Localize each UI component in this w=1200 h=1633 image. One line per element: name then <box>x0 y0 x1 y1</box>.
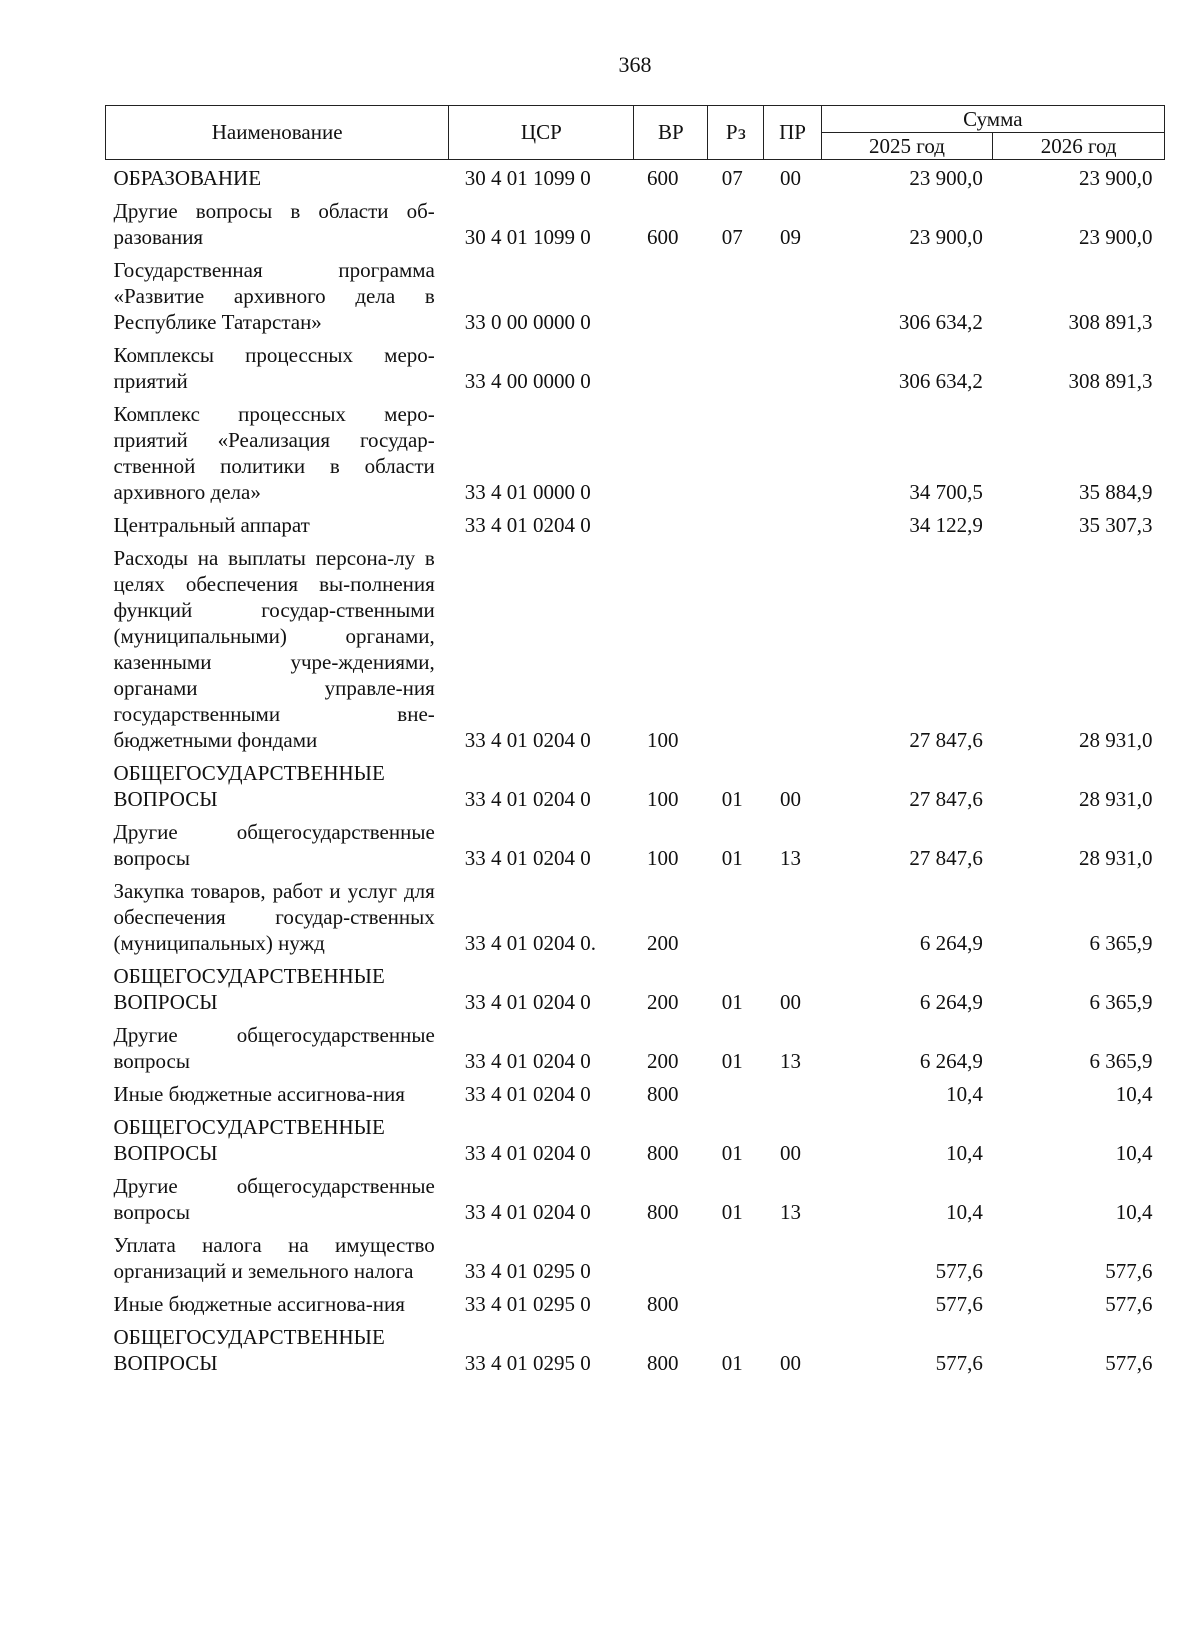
row-csr: 33 4 01 0204 0 <box>464 1049 591 1073</box>
row-csr: 33 4 01 0295 0 <box>464 1259 591 1283</box>
row-pr <box>764 1286 821 1319</box>
row-vr: 800 <box>646 1141 679 1165</box>
row-sum-2025: 577,6 <box>935 1259 983 1283</box>
row-name: ОБЩЕГОСУДАРСТВЕННЫЕ ВОПРОСЫ <box>113 964 385 1014</box>
row-vr: 100 <box>646 787 679 811</box>
row-name: Закупка товаров, работ и услуг для обеспечения государ-ственных (муниципальных) нужд <box>113 879 435 955</box>
row-rz: 01 <box>721 787 743 811</box>
row-pr: 00 <box>779 166 801 190</box>
row-csr: 33 4 01 0204 0 <box>464 990 591 1014</box>
row-sum-2025: 577,6 <box>935 1351 983 1375</box>
row-name: Иные бюджетные ассигнова-ния <box>113 1082 405 1106</box>
row-vr: 200 <box>646 1049 679 1073</box>
header-name: Наименование <box>106 106 449 160</box>
table-row <box>106 1319 1165 1378</box>
row-sum-2025: 27 847,6 <box>909 728 983 752</box>
table-row <box>106 1076 1165 1109</box>
row-pr: 13 <box>779 846 801 870</box>
row-name: Другие общегосударственные вопросы <box>113 820 435 870</box>
row-sum-2026: 35 884,9 <box>1079 480 1153 504</box>
row-csr: 33 4 01 0295 0 <box>464 1351 591 1375</box>
row-csr: 30 4 01 1099 0 <box>464 225 591 249</box>
row-sum-2026: 28 931,0 <box>1079 846 1153 870</box>
row-sum-2025: 27 847,6 <box>909 787 983 811</box>
row-sum-2026: 6 365,9 <box>1089 990 1153 1014</box>
table-row <box>106 1227 1165 1286</box>
table-row <box>106 958 1165 1017</box>
row-sum-2026: 6 365,9 <box>1089 931 1153 955</box>
row-rz <box>708 1227 764 1286</box>
row-rz: 01 <box>721 990 743 1014</box>
row-sum-2025: 23 900,0 <box>909 225 983 249</box>
row-csr: 33 4 01 0204 0 <box>464 787 591 811</box>
row-rz: 01 <box>721 1141 743 1165</box>
row-name: Другие общегосударственные вопросы <box>113 1023 435 1073</box>
header-csr: ЦСР <box>449 106 634 160</box>
row-pr <box>764 252 821 337</box>
row-pr <box>764 540 821 755</box>
table-row <box>106 1017 1165 1076</box>
row-name: Комплекс процессных меро-приятий «Реализация государ-ственной политики в области архивного дела» <box>113 402 435 504</box>
table-row <box>106 193 1165 252</box>
row-sum-2025: 306 634,2 <box>898 369 983 393</box>
row-pr <box>764 873 821 958</box>
budget-table-container <box>105 105 1165 1378</box>
row-sum-2026: 23 900,0 <box>1079 166 1153 190</box>
row-name: Расходы на выплаты персона-лу в целях обеспечения вы-полнения функций государ-ственными (муниципальными) органами, казенными учре-ждениями, органами управле-ния государственными вне-бюджетными фондами <box>113 546 435 752</box>
row-rz: 01 <box>721 1049 743 1073</box>
row-vr: 600 <box>646 225 679 249</box>
table-row <box>106 755 1165 814</box>
table-row <box>106 507 1165 540</box>
row-sum-2026: 23 900,0 <box>1079 225 1153 249</box>
row-sum-2026: 6 365,9 <box>1089 1049 1153 1073</box>
row-name: ОБЩЕГОСУДАРСТВЕННЫЕ ВОПРОСЫ <box>113 1115 385 1165</box>
table-row <box>106 337 1165 396</box>
table-row <box>106 160 1165 194</box>
row-pr: 13 <box>779 1049 801 1073</box>
row-rz <box>708 873 764 958</box>
row-rz <box>708 396 764 507</box>
row-rz: 01 <box>721 1351 743 1375</box>
table-row <box>106 252 1165 337</box>
row-pr: 00 <box>779 1141 801 1165</box>
row-csr: 33 4 01 0204 0 <box>464 1082 591 1106</box>
table-row <box>106 873 1165 958</box>
row-pr: 00 <box>779 990 801 1014</box>
row-sum-2025: 306 634,2 <box>898 310 983 334</box>
row-vr: 600 <box>646 166 679 190</box>
row-name: Другие вопросы в области об-разования <box>113 199 435 249</box>
row-pr: 00 <box>779 787 801 811</box>
budget-table <box>105 105 1165 1378</box>
row-sum-2025: 34 700,5 <box>909 480 983 504</box>
table-row <box>106 1109 1165 1168</box>
row-rz <box>708 337 764 396</box>
row-name: Комплексы процессных меро-приятий <box>113 343 435 393</box>
row-rz <box>708 1286 764 1319</box>
header-rz: Рз <box>708 106 764 160</box>
row-sum-2025: 6 264,9 <box>919 990 983 1014</box>
row-sum-2026: 577,6 <box>1105 1292 1153 1316</box>
row-csr: 33 0 00 0000 0 <box>464 310 591 334</box>
row-vr: 200 <box>646 990 679 1014</box>
header-sum: Сумма <box>821 106 1164 133</box>
row-name: Иные бюджетные ассигнова-ния <box>113 1292 405 1316</box>
row-csr: 33 4 01 0295 0 <box>464 1292 591 1316</box>
row-rz <box>708 540 764 755</box>
row-vr <box>634 252 708 337</box>
row-csr: 33 4 01 0204 0 <box>464 1200 591 1224</box>
header-pr: ПР <box>764 106 821 160</box>
row-pr <box>764 396 821 507</box>
row-sum-2025: 577,6 <box>935 1292 983 1316</box>
row-sum-2026: 10,4 <box>1115 1082 1153 1106</box>
row-sum-2025: 6 264,9 <box>919 931 983 955</box>
row-name: ОБЩЕГОСУДАРСТВЕННЫЕ ВОПРОСЫ <box>113 761 385 811</box>
row-vr: 800 <box>646 1200 679 1224</box>
row-pr: 09 <box>779 225 801 249</box>
row-pr <box>764 337 821 396</box>
row-vr: 800 <box>646 1351 679 1375</box>
table-body <box>106 160 1165 1379</box>
row-sum-2026: 35 307,3 <box>1079 513 1153 537</box>
row-rz <box>708 507 764 540</box>
row-pr <box>764 1227 821 1286</box>
row-csr: 33 4 01 0204 0 <box>464 728 591 752</box>
row-vr <box>634 507 708 540</box>
row-sum-2026: 10,4 <box>1115 1200 1153 1224</box>
row-sum-2025: 6 264,9 <box>919 1049 983 1073</box>
row-sum-2025: 34 122,9 <box>909 513 983 537</box>
row-sum-2026: 28 931,0 <box>1079 728 1153 752</box>
row-csr: 33 4 01 0204 0 <box>464 1141 591 1165</box>
table-row <box>106 1286 1165 1319</box>
row-name: ОБЩЕГОСУДАРСТВЕННЫЕ ВОПРОСЫ <box>113 1325 385 1375</box>
table-row <box>106 1168 1165 1227</box>
row-vr: 100 <box>646 846 679 870</box>
row-rz: 07 <box>721 225 743 249</box>
row-vr <box>634 1227 708 1286</box>
header-year-2025: 2025 год <box>821 133 993 160</box>
row-vr: 800 <box>646 1082 679 1106</box>
row-name: Центральный аппарат <box>113 513 310 537</box>
row-sum-2026: 308 891,3 <box>1068 310 1153 334</box>
row-sum-2026: 577,6 <box>1105 1351 1153 1375</box>
row-name: ОБРАЗОВАНИЕ <box>113 166 262 190</box>
row-sum-2025: 10,4 <box>946 1200 983 1224</box>
row-rz: 01 <box>721 1200 743 1224</box>
row-sum-2026: 28 931,0 <box>1079 787 1153 811</box>
row-pr <box>764 507 821 540</box>
row-vr: 100 <box>646 728 679 752</box>
row-csr: 33 4 01 0204 0. <box>464 931 597 955</box>
row-pr <box>764 1076 821 1109</box>
row-name: Государственная программа «Развитие архивного дела в Республике Татарстан» <box>113 258 435 334</box>
row-sum-2026: 577,6 <box>1105 1259 1153 1283</box>
row-vr <box>634 396 708 507</box>
row-rz <box>708 252 764 337</box>
row-name: Уплата налога на имущество организаций и земельного налога <box>113 1233 435 1283</box>
table-row <box>106 396 1165 507</box>
row-csr: 33 4 01 0204 0 <box>464 846 591 870</box>
row-vr: 800 <box>646 1292 679 1316</box>
row-rz: 07 <box>721 166 743 190</box>
table-header <box>106 106 1165 160</box>
row-csr: 33 4 00 0000 0 <box>464 369 591 393</box>
row-csr: 33 4 01 0000 0 <box>464 480 591 504</box>
row-sum-2026: 10,4 <box>1115 1141 1153 1165</box>
row-rz <box>708 1076 764 1109</box>
row-sum-2025: 23 900,0 <box>909 166 983 190</box>
row-pr: 13 <box>779 1200 801 1224</box>
row-sum-2025: 10,4 <box>946 1082 983 1106</box>
table-row <box>106 540 1165 755</box>
row-vr: 200 <box>646 931 679 955</box>
header-year-2026: 2026 год <box>993 133 1165 160</box>
header-vr: ВР <box>634 106 708 160</box>
table-row <box>106 814 1165 873</box>
row-rz: 01 <box>721 846 743 870</box>
page-number: 368 <box>618 52 652 77</box>
row-vr <box>634 337 708 396</box>
row-sum-2026: 308 891,3 <box>1068 369 1153 393</box>
row-name: Другие общегосударственные вопросы <box>113 1174 435 1224</box>
row-sum-2025: 27 847,6 <box>909 846 983 870</box>
row-csr: 30 4 01 1099 0 <box>464 166 591 190</box>
row-pr: 00 <box>779 1351 801 1375</box>
row-sum-2025: 10,4 <box>946 1141 983 1165</box>
row-csr: 33 4 01 0204 0 <box>464 513 591 537</box>
